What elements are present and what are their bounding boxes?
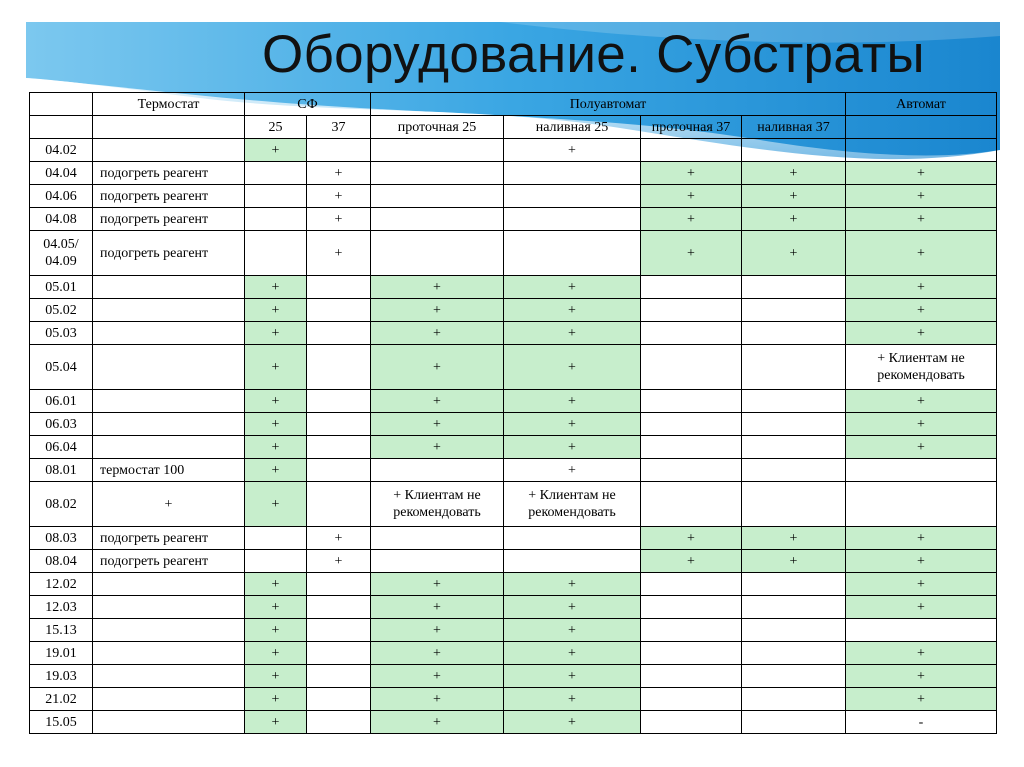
header-empty <box>846 116 997 139</box>
cell-sf-25: + <box>245 573 307 596</box>
cell-nal25: + Клиентам не рекомендовать <box>504 482 641 527</box>
cell-avtomat: + <box>846 527 997 550</box>
cell-nal37 <box>742 619 846 642</box>
table-row <box>30 231 997 276</box>
cell-nal37 <box>742 573 846 596</box>
cell-nal37 <box>742 688 846 711</box>
table-row <box>30 139 997 162</box>
cell-code: 12.02 <box>30 573 93 596</box>
cell-prot37 <box>641 711 742 734</box>
cell-prot25: + <box>371 299 504 322</box>
cell-avtomat: + <box>846 231 997 276</box>
cell-sf-25 <box>245 162 307 185</box>
cell-sf-25 <box>245 550 307 573</box>
header-empty <box>30 116 93 139</box>
cell-nal25: + <box>504 596 641 619</box>
cell-prot25: + <box>371 642 504 665</box>
cell-avtomat: + <box>846 390 997 413</box>
cell-termostat <box>93 619 245 642</box>
cell-code: 05.03 <box>30 322 93 345</box>
header-avtomat: Автомат <box>846 93 997 116</box>
cell-termostat: подогреть реагент <box>93 527 245 550</box>
cell-prot37 <box>641 482 742 527</box>
cell-termostat <box>93 139 245 162</box>
cell-avtomat: + <box>846 436 997 459</box>
cell-avtomat: + Клиентам не рекомендовать <box>846 345 997 390</box>
cell-prot37 <box>641 139 742 162</box>
cell-code: 08.01 <box>30 459 93 482</box>
cell-prot37 <box>641 688 742 711</box>
cell-sf-37 <box>307 482 371 527</box>
table-row <box>30 688 997 711</box>
cell-code: 05.01 <box>30 276 93 299</box>
cell-prot37: + <box>641 527 742 550</box>
cell-sf-25: + <box>245 619 307 642</box>
cell-nal37 <box>742 413 846 436</box>
cell-termostat <box>93 322 245 345</box>
cell-code: 04.02 <box>30 139 93 162</box>
cell-prot25: + <box>371 688 504 711</box>
cell-prot37: + <box>641 185 742 208</box>
cell-sf-25: + <box>245 139 307 162</box>
cell-prot25: + <box>371 276 504 299</box>
cell-nal25 <box>504 550 641 573</box>
cell-termostat <box>93 688 245 711</box>
cell-nal25: + <box>504 322 641 345</box>
cell-code: 08.03 <box>30 527 93 550</box>
cell-prot25: + <box>371 665 504 688</box>
cell-termostat <box>93 573 245 596</box>
cell-sf-37 <box>307 436 371 459</box>
cell-nal25: + <box>504 459 641 482</box>
header-sf: СФ <box>245 93 371 116</box>
table-row <box>30 185 997 208</box>
cell-avtomat <box>846 482 997 527</box>
cell-sf-37 <box>307 390 371 413</box>
cell-prot37 <box>641 276 742 299</box>
cell-termostat <box>93 390 245 413</box>
cell-avtomat: + <box>846 688 997 711</box>
cell-sf-25: + <box>245 459 307 482</box>
header-row-1 <box>30 93 997 116</box>
cell-avtomat: + <box>846 413 997 436</box>
table-row <box>30 276 997 299</box>
header-prot37: проточная 37 <box>641 116 742 139</box>
table-row <box>30 322 997 345</box>
cell-prot37 <box>641 619 742 642</box>
table-row <box>30 619 997 642</box>
header-row-2 <box>30 116 997 139</box>
cell-prot37 <box>641 413 742 436</box>
cell-sf-37 <box>307 642 371 665</box>
cell-termostat: + <box>93 482 245 527</box>
cell-avtomat: + <box>846 642 997 665</box>
cell-prot25 <box>371 459 504 482</box>
cell-nal25: + <box>504 619 641 642</box>
cell-nal25: + <box>504 688 641 711</box>
cell-sf-37: + <box>307 208 371 231</box>
cell-nal37: + <box>742 162 846 185</box>
cell-prot37 <box>641 299 742 322</box>
table-row <box>30 162 997 185</box>
cell-sf-37: + <box>307 527 371 550</box>
table-row <box>30 550 997 573</box>
cell-sf-37 <box>307 345 371 390</box>
cell-nal37 <box>742 436 846 459</box>
cell-avtomat: + <box>846 162 997 185</box>
cell-sf-37 <box>307 596 371 619</box>
cell-sf-37: + <box>307 162 371 185</box>
table-row <box>30 208 997 231</box>
table-row <box>30 413 997 436</box>
cell-sf-37 <box>307 459 371 482</box>
cell-sf-25: + <box>245 276 307 299</box>
header-nal25: наливная 25 <box>504 116 641 139</box>
cell-sf-37 <box>307 322 371 345</box>
cell-nal37 <box>742 139 846 162</box>
cell-nal37 <box>742 711 846 734</box>
cell-prot37: + <box>641 162 742 185</box>
cell-nal37 <box>742 276 846 299</box>
cell-sf-25: + <box>245 642 307 665</box>
cell-avtomat <box>846 139 997 162</box>
cell-code: 15.13 <box>30 619 93 642</box>
cell-sf-25: + <box>245 665 307 688</box>
cell-nal37 <box>742 596 846 619</box>
cell-prot37 <box>641 436 742 459</box>
cell-code: 06.01 <box>30 390 93 413</box>
cell-avtomat: + <box>846 665 997 688</box>
cell-sf-25: + <box>245 596 307 619</box>
cell-sf-25 <box>245 185 307 208</box>
cell-nal25: + <box>504 390 641 413</box>
cell-sf-25: + <box>245 688 307 711</box>
cell-code: 06.03 <box>30 413 93 436</box>
cell-code: 05.04 <box>30 345 93 390</box>
cell-prot25: + <box>371 596 504 619</box>
cell-avtomat: + <box>846 573 997 596</box>
cell-sf-37: + <box>307 231 371 276</box>
cell-prot25: + <box>371 390 504 413</box>
cell-nal37 <box>742 345 846 390</box>
cell-code: 19.03 <box>30 665 93 688</box>
cell-nal25 <box>504 208 641 231</box>
cell-sf-25: + <box>245 322 307 345</box>
cell-prot25: + <box>371 573 504 596</box>
header-sf-25: 25 <box>245 116 307 139</box>
cell-nal25: + <box>504 573 641 596</box>
cell-sf-37 <box>307 299 371 322</box>
cell-sf-37 <box>307 665 371 688</box>
cell-termostat <box>93 413 245 436</box>
cell-code: 04.05/ 04.09 <box>30 231 93 276</box>
cell-termostat <box>93 711 245 734</box>
header-empty <box>30 93 93 116</box>
cell-prot25: + <box>371 619 504 642</box>
cell-prot37 <box>641 573 742 596</box>
cell-termostat <box>93 276 245 299</box>
cell-nal25: + <box>504 436 641 459</box>
header-prot25: проточная 25 <box>371 116 504 139</box>
cell-nal37: + <box>742 550 846 573</box>
cell-sf-37 <box>307 619 371 642</box>
cell-code: 15.05 <box>30 711 93 734</box>
cell-termostat <box>93 642 245 665</box>
cell-nal25 <box>504 527 641 550</box>
cell-code: 21.02 <box>30 688 93 711</box>
cell-sf-37 <box>307 573 371 596</box>
cell-nal37 <box>742 459 846 482</box>
cell-sf-25: + <box>245 390 307 413</box>
cell-avtomat: + <box>846 550 997 573</box>
cell-nal37: + <box>742 231 846 276</box>
cell-avtomat: + <box>846 322 997 345</box>
cell-avtomat <box>846 459 997 482</box>
cell-nal25: + <box>504 642 641 665</box>
table-row <box>30 711 997 734</box>
cell-nal37 <box>742 665 846 688</box>
cell-nal37: + <box>742 527 846 550</box>
cell-prot37 <box>641 642 742 665</box>
cell-sf-37 <box>307 711 371 734</box>
cell-sf-25: + <box>245 345 307 390</box>
cell-nal37: + <box>742 208 846 231</box>
cell-code: 19.01 <box>30 642 93 665</box>
cell-prot25 <box>371 550 504 573</box>
cell-avtomat: - <box>846 711 997 734</box>
cell-prot37 <box>641 322 742 345</box>
cell-nal25 <box>504 185 641 208</box>
table-row <box>30 573 997 596</box>
cell-termostat: подогреть реагент <box>93 231 245 276</box>
cell-prot25 <box>371 139 504 162</box>
cell-prot25 <box>371 527 504 550</box>
cell-nal37 <box>742 642 846 665</box>
cell-prot25 <box>371 208 504 231</box>
cell-prot37: + <box>641 550 742 573</box>
table-row <box>30 642 997 665</box>
cell-nal25: + <box>504 665 641 688</box>
page-title: Оборудование. Субстраты <box>262 25 925 84</box>
cell-nal25: + <box>504 711 641 734</box>
cell-prot25 <box>371 162 504 185</box>
cell-prot25: + <box>371 413 504 436</box>
cell-sf-25 <box>245 208 307 231</box>
cell-termostat: подогреть реагент <box>93 162 245 185</box>
cell-nal37: + <box>742 185 846 208</box>
cell-prot25: + <box>371 436 504 459</box>
cell-sf-37 <box>307 139 371 162</box>
cell-sf-25: + <box>245 299 307 322</box>
cell-nal37 <box>742 322 846 345</box>
cell-code: 06.04 <box>30 436 93 459</box>
cell-sf-37 <box>307 276 371 299</box>
cell-nal37 <box>742 390 846 413</box>
header-empty <box>93 116 245 139</box>
cell-nal25: + <box>504 299 641 322</box>
header-sf-37: 37 <box>307 116 371 139</box>
cell-avtomat <box>846 619 997 642</box>
cell-termostat: термостат 100 <box>93 459 245 482</box>
cell-code: 08.04 <box>30 550 93 573</box>
cell-sf-37 <box>307 413 371 436</box>
cell-sf-25 <box>245 527 307 550</box>
cell-sf-37: + <box>307 550 371 573</box>
table-row <box>30 345 997 390</box>
cell-code: 05.02 <box>30 299 93 322</box>
cell-code: 04.06 <box>30 185 93 208</box>
cell-termostat <box>93 299 245 322</box>
table-row <box>30 299 997 322</box>
cell-sf-25: + <box>245 413 307 436</box>
cell-nal25 <box>504 231 641 276</box>
cell-prot37 <box>641 390 742 413</box>
cell-prot25: + <box>371 345 504 390</box>
cell-prot25 <box>371 231 504 276</box>
cell-termostat: подогреть реагент <box>93 185 245 208</box>
cell-termostat <box>93 345 245 390</box>
header-nal37: наливная 37 <box>742 116 846 139</box>
table-row <box>30 482 997 527</box>
cell-prot25: + <box>371 711 504 734</box>
cell-nal25: + <box>504 139 641 162</box>
cell-nal25: + <box>504 276 641 299</box>
cell-code: 04.08 <box>30 208 93 231</box>
cell-termostat: подогреть реагент <box>93 208 245 231</box>
cell-termostat: подогреть реагент <box>93 550 245 573</box>
cell-prot37 <box>641 665 742 688</box>
cell-avtomat: + <box>846 185 997 208</box>
cell-nal25 <box>504 162 641 185</box>
cell-sf-25 <box>245 231 307 276</box>
cell-avtomat: + <box>846 276 997 299</box>
cell-prot37 <box>641 345 742 390</box>
cell-avtomat: + <box>846 299 997 322</box>
cell-prot25 <box>371 185 504 208</box>
cell-termostat <box>93 436 245 459</box>
cell-sf-37 <box>307 688 371 711</box>
cell-nal37 <box>742 482 846 527</box>
cell-prot37: + <box>641 208 742 231</box>
header-termostat: Термостат <box>93 93 245 116</box>
table-row <box>30 596 997 619</box>
table-row <box>30 390 997 413</box>
cell-code: 08.02 <box>30 482 93 527</box>
substrate-table <box>29 92 997 734</box>
table-row <box>30 527 997 550</box>
cell-sf-25: + <box>245 482 307 527</box>
cell-nal25: + <box>504 345 641 390</box>
cell-code: 12.03 <box>30 596 93 619</box>
cell-sf-25: + <box>245 711 307 734</box>
cell-nal37 <box>742 299 846 322</box>
header-poluavtomat: Полуавтомат <box>371 93 846 116</box>
table-row <box>30 459 997 482</box>
cell-termostat <box>93 665 245 688</box>
cell-prot37 <box>641 459 742 482</box>
cell-sf-25: + <box>245 436 307 459</box>
cell-prot25: + <box>371 322 504 345</box>
table-row <box>30 436 997 459</box>
cell-termostat <box>93 596 245 619</box>
table-row <box>30 665 997 688</box>
cell-sf-37: + <box>307 185 371 208</box>
cell-avtomat: + <box>846 596 997 619</box>
cell-prot37 <box>641 596 742 619</box>
cell-prot37: + <box>641 231 742 276</box>
cell-nal25: + <box>504 413 641 436</box>
cell-code: 04.04 <box>30 162 93 185</box>
cell-avtomat: + <box>846 208 997 231</box>
cell-prot25: + Клиентам не рекомендовать <box>371 482 504 527</box>
